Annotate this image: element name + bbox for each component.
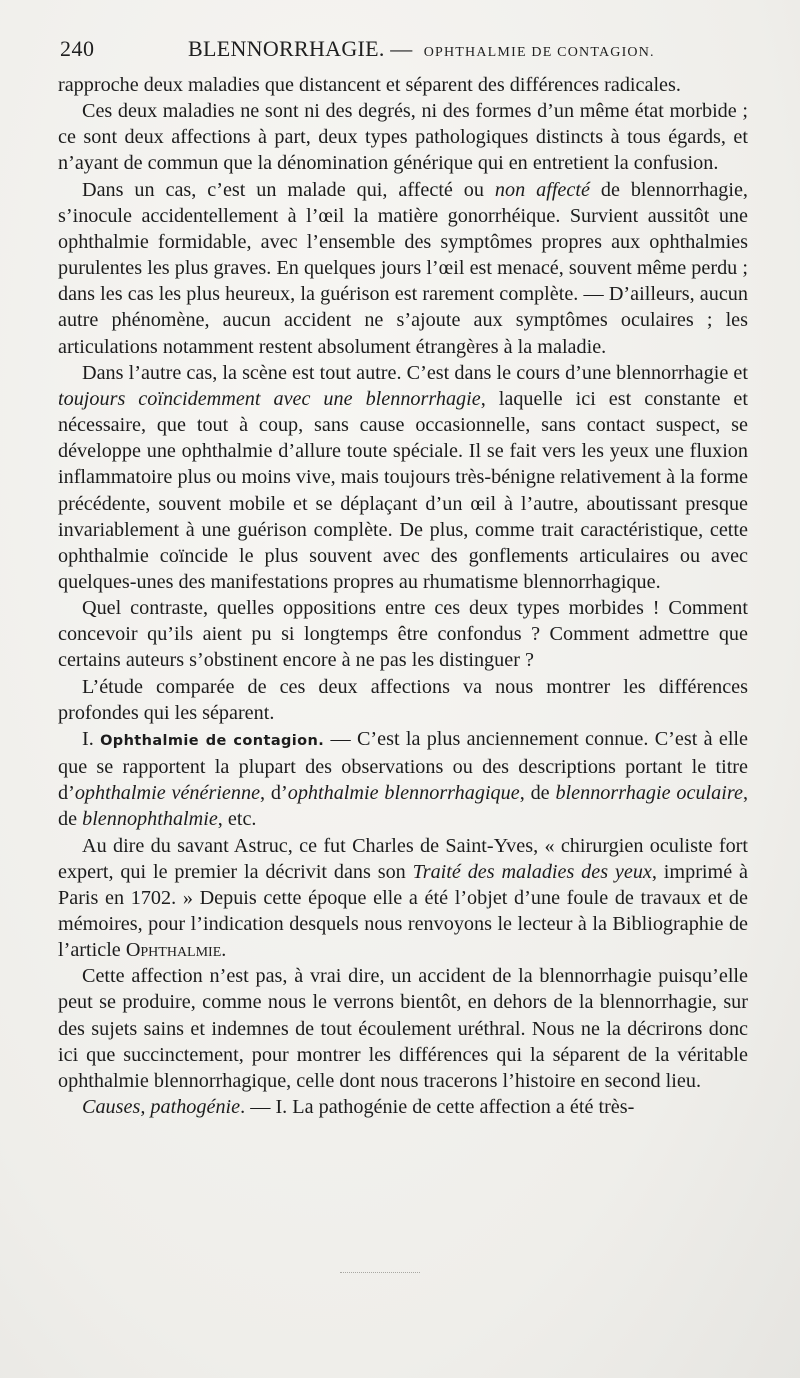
italic-run: non affecté [494,178,590,201]
text-run: — C’est la plus anciennement connue. C’est à elle que se rapportent la plupart des observations ou des descriptions portant le titre d’ [58,727,748,805]
text-run: , etc. [217,808,257,831]
text-run: Au dire du savant Astruc, ce fut Charles de Saint-Yves, « chirurgien oculiste fort expert, qui le premier la décrivit dans son [58,834,748,883]
bottom-divider [340,1272,420,1273]
paragraph-2: Ces deux maladies ne sont ni des degrés, ni des formes d’un même état morbide ; ce sont deux affections à part, deux types pathologiques distincts à tous égards, et n’ayant de commun que la dénomination générique qui en entretient la confusion. [58,100,748,175]
running-head-title: BLENNORRHAGIE. [188,36,385,61]
text-run: , laquelle ici est constante et nécessaire, que tout à coup, sans cause occasionnelle, sans contact suspect, se développe une ophthalmie d’allure toute spéciale. Il se fait vers les yeux une fluxion inflammatoire plus ou moins vive, mais toujours très-bénigne relativement à la forme précédente, souvent mobile et se déplaçant d’un œil à l’autre, aboutissant presque invariablement à une guérison complète. De plus, comme trait caractéristique, cette ophthalmie coïncide le plus souvent avec des gonflements articulaires ou avec quelques-unes des manifestations propres au rhumatisme blennorrhagique. [58,387,748,593]
text-run: , de [519,782,556,805]
body-text [58,72,748,1120]
italic-run: Causes, pathogénie [82,1096,241,1119]
text-run: . [221,939,227,962]
page-number: 240 [60,36,95,61]
paragraph-10 [58,1094,748,1120]
section-heading: Ophthalmie de contagion. [100,732,325,749]
running-head-dash: — [390,36,413,61]
smallcaps-run: Ophthalmie [125,939,222,962]
paragraph-3 [58,177,748,360]
paragraph-4 [58,360,748,595]
running-head-subtitle: OPHTHALMIE DE CONTAGION. [423,45,655,60]
text-run: , imprimé à Paris en 1702. » Depuis cette époque elle a été l’objet d’une foule de travaux et de mémoires, pour l’indication desquels nous renvoyons le lecteur à la Bibliographie de l’article [58,860,748,962]
text-run: , d’ [260,782,288,805]
running-head [188,36,655,62]
paragraph-7 [58,726,748,833]
paragraph-8 [58,833,748,964]
paragraph-6: L’étude comparée de ces deux affections va nous montrer les différences profondes qui les séparent. [58,675,748,724]
page-header [60,36,750,66]
section-number: I. [82,727,94,750]
text-run: Dans l’autre cas, la scène est tout autre. C’est dans le cours d’une blennorrhagie et [82,361,748,384]
paragraph-5: Quel contraste, quelles oppositions entre ces deux types morbides ! Comment concevoir qu’ils aient pu si longtemps être confondus ? Comment admettre que certains auteurs s’obstinent encore à ne pas les distinguer ? [58,597,748,672]
italic-run: ophthalmie blennorrhagique [287,782,520,805]
italic-run: toujours coïncidemment avec une blennorrhagie [58,387,481,410]
italic-run: ophthalmie vénérienne [74,782,261,805]
text-run: de blennorrhagie, s’inocule accidentellement à l’œil la matière gonorrhéique. Survient aussitôt une ophthalmie formidable, avec l’ensemble des symptômes propres aux ophthalmies purulentes les plus graves. En quelques jours l’œil est menacé, souvent même perdu ; dans les cas les plus heureux, la guérison est rarement complète. — D’ailleurs, aucun autre phénomène, aucun accident ne s’ajoute aux symptômes oculaires ; les articulations notamment restent absolument étrangères à la maladie. [58,178,748,358]
paragraph-1: rapproche deux maladies que distancent et séparent des différences radicales. [58,74,681,96]
text-run: Dans un cas, c’est un malade qui, affecté ou [82,178,495,201]
italic-run: blennophthalmie [82,808,218,831]
paragraph-9: Cette affection n’est pas, à vrai dire, un accident de la blennorrhagie puisqu’elle peut se produire, comme nous le verrons bientôt, en dehors de la blennorrhagie, sur des sujets sains et indemnes de tout écoulement uréthral. Nous ne la décrirons donc ici que succinctement, pour montrer les différences qui la séparent de la véritable ophthalmie blennorrhagique, celle dont nous tracerons l’histoire en second lieu. [58,965,748,1092]
text-run: . — I. La pathogénie de cette affection a été très- [240,1096,635,1119]
text-run: , de [58,782,748,831]
italic-run: blennorrhagie oculaire [555,782,743,805]
italic-run: Traité des maladies des yeux [412,860,652,883]
